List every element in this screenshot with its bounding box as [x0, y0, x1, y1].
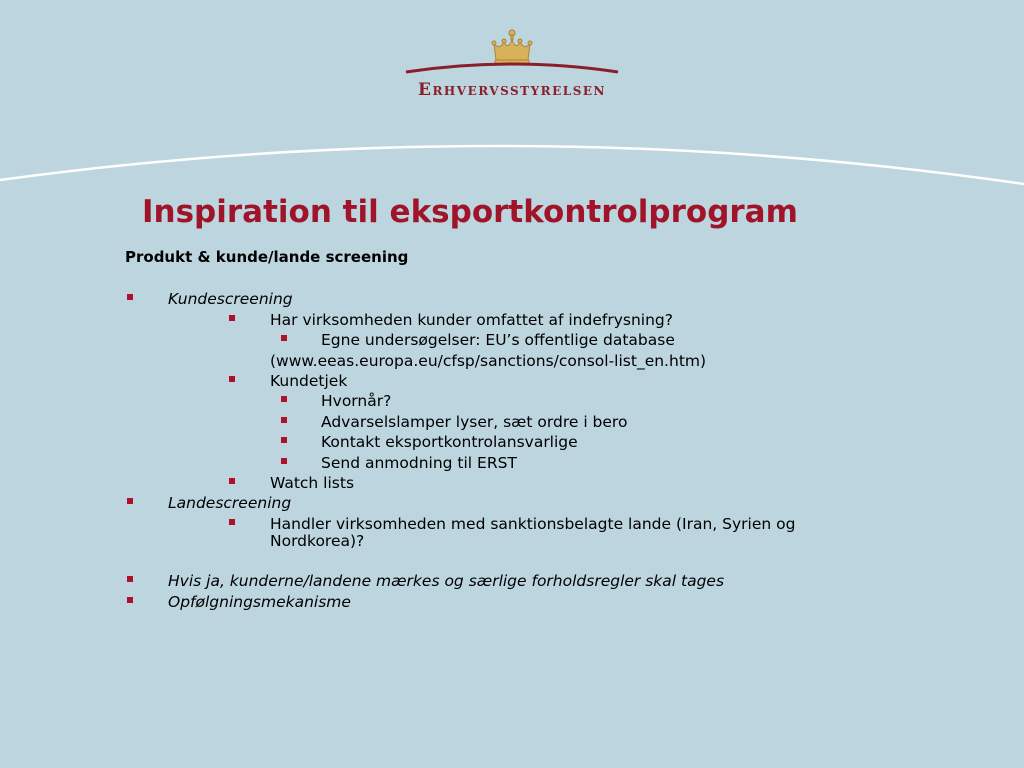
- bullet-icon: [281, 417, 287, 423]
- logo-text: Erhvervsstyrelsen: [418, 80, 606, 100]
- bullet-icon: [281, 335, 287, 341]
- list-item: Opfølgningsmekanisme: [168, 593, 351, 611]
- list-item: Watch lists: [270, 474, 355, 492]
- bullet-icon: [229, 376, 235, 382]
- list-item: Hvis ja, kunderne/landene mærkes og særlige forholdsregler skal tages: [168, 572, 725, 590]
- slide-title: Inspiration til eksportkontrolprogram: [142, 194, 798, 230]
- bullet-icon: [229, 519, 235, 525]
- header-arc: [0, 120, 1024, 190]
- list-item: Hvornår?: [321, 392, 392, 410]
- list-item: Kundescreening: [168, 290, 293, 308]
- bullet-icon: [127, 576, 133, 582]
- list-item: Kontakt eksportkontrolansvarlige: [321, 433, 578, 451]
- list-item: Kundetjek: [270, 372, 348, 390]
- bullet-icon: [281, 396, 287, 402]
- list-item: Send anmodning til ERST: [321, 454, 517, 472]
- list-item: Landescreening: [168, 494, 292, 512]
- list-item: Har virksomheden kunder omfattet af indefrysning?: [270, 311, 673, 329]
- list-item: Egne undersøgelser: EU’s offentlige database: [321, 331, 675, 349]
- bullet-icon: [127, 498, 133, 504]
- bullet-icon: [281, 437, 287, 443]
- bullet-icon: [229, 478, 235, 484]
- bullet-icon: [229, 315, 235, 321]
- list-item: Advarselslamper lyser, sæt ordre i bero: [321, 413, 628, 431]
- slide-subtitle: Produkt & kunde/lande screening: [125, 248, 409, 266]
- list-item: Handler virksomheden med sanktionsbelagte lande (Iran, Syrien og: [270, 515, 796, 533]
- list-item: Nordkorea)?: [270, 532, 365, 550]
- bullet-icon: [127, 597, 133, 603]
- list-item: (www.eeas.europa.eu/cfsp/sanctions/consol-list_en.htm): [270, 352, 707, 370]
- bullet-icon: [281, 458, 287, 464]
- bullet-icon: [127, 294, 133, 300]
- logo: [400, 28, 624, 108]
